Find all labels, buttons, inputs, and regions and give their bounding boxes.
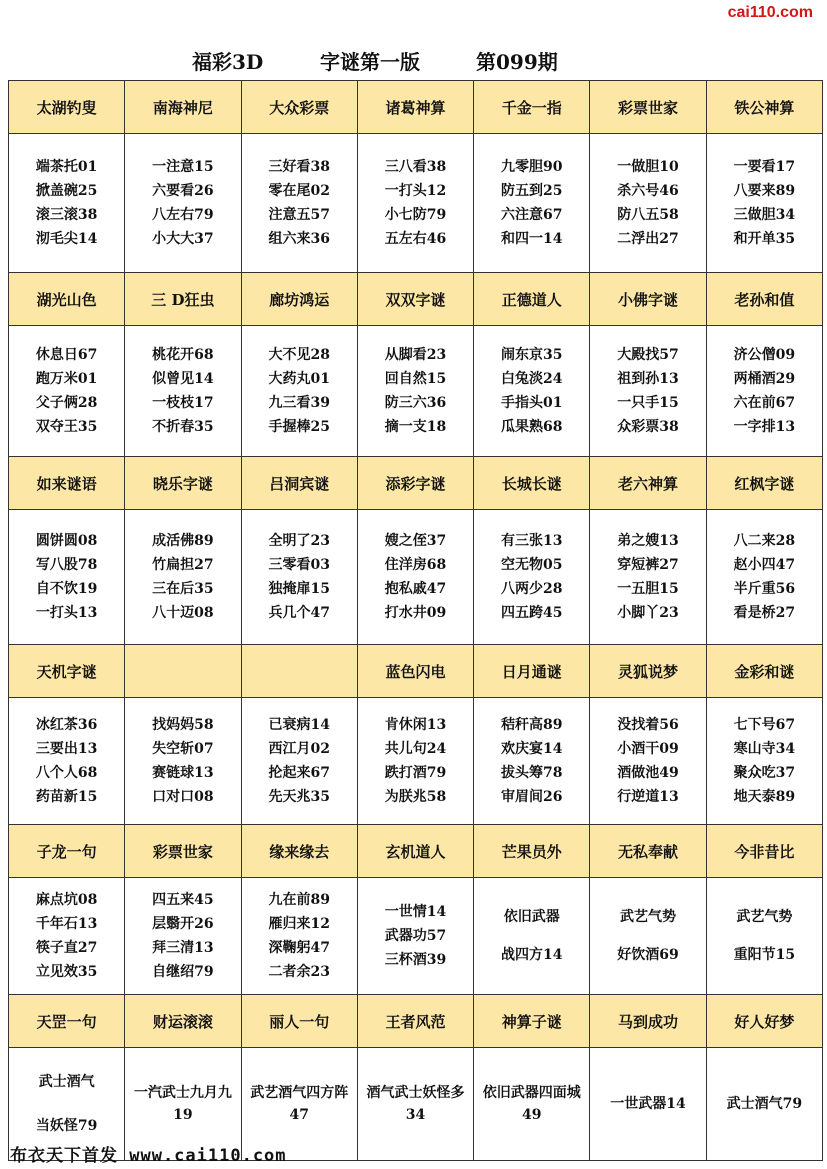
- riddle-cell: [357, 1048, 473, 1161]
- column-author: 千金一指: [474, 81, 590, 134]
- column-author: 天机字谜: [9, 645, 125, 698]
- column-author: 神算子谜: [474, 995, 590, 1048]
- riddle-line: 武士酒气: [38, 1074, 95, 1090]
- riddle-line: 已衰病14: [268, 717, 330, 733]
- riddle-line: 三零看03: [268, 557, 330, 573]
- riddle-line: 麻点坑08: [35, 892, 98, 908]
- header-row: [9, 645, 823, 698]
- riddle-cell: [9, 878, 125, 995]
- riddle-cell: [9, 326, 125, 457]
- riddle-line: 八两少28: [501, 581, 563, 597]
- column-author: 财运滚滚: [125, 995, 241, 1048]
- riddle-line: 找妈妈58: [152, 717, 214, 733]
- riddle-line: 肯休闲13: [384, 717, 447, 733]
- header-row: [9, 273, 823, 326]
- riddle-line: 六注意67: [501, 207, 563, 223]
- column-author: 马到成功: [590, 995, 706, 1048]
- riddle-line: 赵小四47: [733, 557, 796, 573]
- riddle-line: 和四一14: [501, 231, 563, 247]
- riddle-line: 沏毛尖14: [35, 231, 98, 247]
- riddle-line: 白兔淡24: [501, 371, 563, 387]
- riddle-row: [9, 326, 823, 457]
- riddle-cell: [706, 698, 822, 825]
- riddle-line: 一要看17: [733, 159, 796, 175]
- spacer: [9, 1094, 124, 1114]
- riddle-cell: [590, 134, 706, 273]
- riddle-line: 掀盖碗25: [35, 183, 98, 199]
- title-edition: 字谜第一版: [320, 50, 420, 74]
- spacer: [707, 929, 822, 943]
- riddle-cell: [9, 510, 125, 645]
- riddle-line: 六要看26: [152, 183, 214, 199]
- riddle-row: [9, 878, 823, 995]
- riddle-line: 滚三滚38: [35, 207, 98, 223]
- riddle-line: 济公僧09: [733, 347, 796, 363]
- riddle-line: 三八看38: [384, 159, 447, 175]
- riddle-line: 防三六36: [384, 395, 447, 411]
- riddle-line: 休息日67: [35, 347, 98, 363]
- riddle-line: 地天泰89: [733, 789, 796, 805]
- header-row: [9, 825, 823, 878]
- column-author: 子龙一句: [9, 825, 125, 878]
- riddle-cell: [590, 326, 706, 457]
- column-author: 灵狐说梦: [590, 645, 706, 698]
- column-author: 老孙和值: [706, 273, 822, 326]
- riddle-line: 众彩票38: [617, 419, 679, 435]
- riddle-line: 端茶托01: [35, 159, 98, 175]
- riddle-line: 半斤重56: [733, 581, 796, 597]
- riddle-line: 一枝枝17: [152, 395, 214, 411]
- riddle-line: 八二来28: [733, 533, 796, 549]
- spacer: [590, 929, 705, 943]
- column-author: 长城长谜: [474, 457, 590, 510]
- site-logo: cai110.com: [727, 4, 813, 21]
- column-author: [125, 645, 241, 698]
- page-title: [0, 46, 827, 76]
- riddle-line: 闹东京35: [501, 347, 563, 363]
- riddle-line: 全明了23: [268, 533, 330, 549]
- riddle-line: 武艺气势: [620, 909, 677, 925]
- riddle-line: 依旧武器四面城49: [482, 1085, 581, 1123]
- riddle-cell: [357, 326, 473, 457]
- riddle-line: 八个人68: [35, 765, 98, 781]
- riddle-line: 自继绍79: [152, 964, 214, 980]
- riddle-line: 九零胆90: [501, 159, 563, 175]
- riddle-cell: [474, 698, 590, 825]
- riddle-line: 似曾见14: [152, 371, 214, 387]
- riddle-cell: [357, 134, 473, 273]
- column-author: 小佛字谜: [590, 273, 706, 326]
- riddle-cell: [706, 326, 822, 457]
- column-author: 玄机道人: [357, 825, 473, 878]
- riddle-line: 审眉间26: [501, 789, 563, 805]
- riddle-line: 大药丸01: [268, 371, 330, 387]
- riddle-row: [9, 698, 823, 825]
- riddle-cell: [590, 510, 706, 645]
- header-row: [9, 995, 823, 1048]
- riddle-cell: [125, 326, 241, 457]
- riddle-cell: [590, 1048, 706, 1161]
- riddle-line: 二者余23: [268, 964, 330, 980]
- riddle-line: 筷子直27: [35, 940, 98, 956]
- column-author: 日月通谜: [474, 645, 590, 698]
- riddle-line: 八左右79: [152, 207, 214, 223]
- riddle-cell: [241, 510, 357, 645]
- column-author: 丽人一句: [241, 995, 357, 1048]
- riddle-row: [9, 134, 823, 273]
- riddle-line: 拜三清13: [152, 940, 214, 956]
- column-author: 南海神尼: [125, 81, 241, 134]
- column-author: 晓乐字谜: [125, 457, 241, 510]
- riddle-line: 住洋房68: [384, 557, 447, 573]
- column-author: 正德道人: [474, 273, 590, 326]
- riddle-line: 一世情14: [384, 904, 447, 920]
- riddle-line: 先天兆35: [268, 789, 330, 805]
- column-author: 诸葛神算: [357, 81, 473, 134]
- riddle-line: 圆饼圆08: [35, 533, 98, 549]
- riddle-line: 好饮酒69: [617, 947, 679, 963]
- riddle-cell: [125, 698, 241, 825]
- riddle-line: 打水井09: [384, 605, 447, 621]
- riddle-line: 一汽武士九月九19: [133, 1085, 232, 1123]
- riddle-line: 穿短裤27: [617, 557, 679, 573]
- column-author: 彩票世家: [590, 81, 706, 134]
- column-author: 缘来缘去: [241, 825, 357, 878]
- riddle-cell: [241, 698, 357, 825]
- column-author: 今非昔比: [706, 825, 822, 878]
- column-author: 金彩和谜: [706, 645, 822, 698]
- riddle-line: 武艺酒气四方阵47: [250, 1085, 349, 1123]
- column-author: 如来谜语: [9, 457, 125, 510]
- riddle-line: 三杯酒39: [384, 952, 447, 968]
- riddle-cell: [125, 510, 241, 645]
- riddle-cell: [125, 134, 241, 273]
- riddle-line: 冰红茶36: [35, 717, 98, 733]
- riddle-line: 五左右46: [384, 231, 447, 247]
- riddle-line: 八十迈08: [152, 605, 214, 621]
- column-author: 大众彩票: [241, 81, 357, 134]
- riddle-line: 大殿找57: [617, 347, 679, 363]
- title-issue: 第099期: [476, 50, 558, 74]
- riddle-row: [9, 510, 823, 645]
- riddle-line: 一只手15: [617, 395, 679, 411]
- riddle-line: 小大大37: [152, 231, 214, 247]
- riddle-line: 杀六号46: [617, 183, 679, 199]
- riddle-line: 深鞠躬47: [268, 940, 330, 956]
- riddle-line: 防八五58: [617, 207, 679, 223]
- riddle-line: 酒做池49: [617, 765, 679, 781]
- riddle-line: 武器功57: [384, 928, 447, 944]
- riddle-line: 组六来36: [268, 231, 330, 247]
- riddle-line: 手指头01: [501, 395, 563, 411]
- riddle-table: [8, 80, 823, 1161]
- column-author: 双双字谜: [357, 273, 473, 326]
- column-author: 彩票世家: [125, 825, 241, 878]
- riddle-line: 一打头13: [35, 605, 98, 621]
- riddle-line: 手握棒25: [268, 419, 330, 435]
- column-author: 三 D狂虫: [125, 273, 241, 326]
- riddle-line: 抡起来67: [268, 765, 330, 781]
- riddle-cell: [474, 326, 590, 457]
- riddle-line: 看是桥27: [733, 605, 796, 621]
- riddle-cell: [241, 326, 357, 457]
- riddle-line: 二浮出27: [617, 231, 679, 247]
- riddle-line: 雁归来12: [268, 916, 330, 932]
- riddle-line: 一世武器14: [610, 1096, 686, 1112]
- riddle-line: 千年石13: [35, 916, 98, 932]
- column-author: 湖光山色: [9, 273, 125, 326]
- riddle-cell: [241, 878, 357, 995]
- riddle-line: 失空斩07: [152, 741, 214, 757]
- riddle-cell: [474, 510, 590, 645]
- riddle-line: 武艺气势: [736, 909, 793, 925]
- riddle-line: 九三看39: [268, 395, 330, 411]
- riddle-line: 跌打酒79: [384, 765, 447, 781]
- riddle-cell: [706, 510, 822, 645]
- riddle-line: 祖到孙13: [617, 371, 679, 387]
- riddle-line: 一注意15: [152, 159, 214, 175]
- riddle-cell: [357, 510, 473, 645]
- riddle-line: 四五跨45: [501, 605, 563, 621]
- riddle-line: 秸秆高89: [501, 717, 563, 733]
- riddle-line: 七下号67: [733, 717, 796, 733]
- riddle-line: 双夺王35: [35, 419, 98, 435]
- riddle-line: 赛链球13: [152, 765, 214, 781]
- riddle-line: 西江月02: [268, 741, 330, 757]
- riddle-line: 独掩扉15: [268, 581, 330, 597]
- column-author: 太湖钓叟: [9, 81, 125, 134]
- riddle-cell: [474, 134, 590, 273]
- riddle-line: 不折春35: [152, 419, 214, 435]
- riddle-line: 小七防79: [384, 207, 447, 223]
- riddle-line: 回自然15: [384, 371, 447, 387]
- riddle-line: 武士酒气79: [726, 1096, 803, 1112]
- riddle-line: 当妖怪79: [35, 1118, 98, 1134]
- riddle-line: 成活佛89: [152, 533, 214, 549]
- riddle-line: 写八股78: [35, 557, 98, 573]
- riddle-line: 酒气武士妖怪多34: [366, 1085, 465, 1123]
- riddle-cell: [706, 134, 822, 273]
- riddle-line: 防五到25: [501, 183, 563, 199]
- column-author: 铁公神算: [706, 81, 822, 134]
- riddle-line: 重阳节15: [733, 947, 796, 963]
- riddle-line: 六在前67: [733, 395, 796, 411]
- riddle-line: 三好看38: [268, 159, 330, 175]
- riddle-line: 九在前89: [268, 892, 330, 908]
- riddle-line: 欢庆宴14: [501, 741, 563, 757]
- riddle-cell: [590, 698, 706, 825]
- riddle-line: 摘一支18: [384, 419, 447, 435]
- riddle-line: 一五胆15: [617, 581, 679, 597]
- riddle-line: 桃花开68: [152, 347, 214, 363]
- riddle-line: 一打头12: [384, 183, 447, 199]
- column-author: 王者风范: [357, 995, 473, 1048]
- riddle-line: 父子俩28: [35, 395, 98, 411]
- column-author: 好人好梦: [706, 995, 822, 1048]
- riddle-line: 行逆道13: [617, 789, 679, 805]
- column-author: 红枫字谜: [706, 457, 822, 510]
- riddle-line: 空无物05: [501, 557, 563, 573]
- riddle-cell: [357, 698, 473, 825]
- riddle-line: 小酒干09: [617, 741, 679, 757]
- riddle-line: 小脚丫23: [617, 605, 679, 621]
- riddle-cell: [706, 878, 822, 995]
- riddle-line: 一做胆10: [617, 159, 679, 175]
- riddle-line: 聚众吃37: [733, 765, 796, 781]
- riddle-cell: [590, 878, 706, 995]
- header-row: [9, 457, 823, 510]
- header-row: [9, 81, 823, 134]
- riddle-cell: [241, 134, 357, 273]
- column-author: 吕洞宾谜: [241, 457, 357, 510]
- riddle-line: 没找着56: [617, 717, 679, 733]
- riddle-line: 自不饮19: [35, 581, 98, 597]
- column-author: 芒果员外: [474, 825, 590, 878]
- riddle-line: 口对口08: [152, 789, 214, 805]
- riddle-line: 弟之嫂13: [617, 533, 679, 549]
- riddle-line: 药苗新15: [35, 789, 98, 805]
- column-author: 无私奉献: [590, 825, 706, 878]
- column-author: 廊坊鸿运: [241, 273, 357, 326]
- riddle-line: 两桶酒29: [733, 371, 796, 387]
- riddle-cell: [9, 134, 125, 273]
- riddle-cell: [706, 1048, 822, 1161]
- riddle-line: 抱私戚47: [384, 581, 447, 597]
- riddle-line: 八要来89: [733, 183, 796, 199]
- riddle-line: 寒山寺34: [733, 741, 796, 757]
- title-lottery: 福彩3D: [192, 50, 264, 74]
- riddle-line: 瓜果熟68: [501, 419, 563, 435]
- riddle-line: 四五来45: [152, 892, 214, 908]
- spacer: [474, 929, 589, 943]
- riddle-line: 拔头筹78: [501, 765, 563, 781]
- riddle-line: 三在后35: [152, 581, 214, 597]
- riddle-line: 层翳开26: [152, 916, 214, 932]
- riddle-line: 依旧武器: [503, 909, 560, 925]
- riddle-cell: [474, 1048, 590, 1161]
- riddle-line: 共儿句24: [384, 741, 447, 757]
- riddle-line: 零在尾02: [268, 183, 330, 199]
- column-author: 蓝色闪电: [357, 645, 473, 698]
- footer-watermark: 布衣天下首发 www.cai110.com: [10, 1146, 287, 1166]
- riddle-cell: [9, 698, 125, 825]
- column-author: 添彩字谜: [357, 457, 473, 510]
- riddle-line: 立见效35: [35, 964, 98, 980]
- riddle-line: 和开单35: [733, 231, 796, 247]
- riddle-line: 为朕兆58: [384, 789, 447, 805]
- column-author: [241, 645, 357, 698]
- riddle-line: 注意五57: [268, 207, 330, 223]
- riddle-line: 战四方14: [501, 947, 563, 963]
- riddle-cell: [125, 878, 241, 995]
- column-author: 天罡一句: [9, 995, 125, 1048]
- riddle-line: 竹扁担27: [152, 557, 214, 573]
- column-author: 老六神算: [590, 457, 706, 510]
- riddle-cell: [357, 878, 473, 995]
- riddle-line: 三要出13: [35, 741, 98, 757]
- riddle-line: 三做胆34: [733, 207, 796, 223]
- riddle-line: 一字排13: [733, 419, 796, 435]
- riddle-line: 大不见28: [268, 347, 330, 363]
- riddle-line: 跑万米01: [35, 371, 98, 387]
- riddle-line: 从脚看23: [384, 347, 447, 363]
- riddle-line: 有三张13: [501, 533, 563, 549]
- riddle-cell: [474, 878, 590, 995]
- riddle-line: 兵几个47: [268, 605, 330, 621]
- riddle-line: 嫂之侄37: [384, 533, 447, 549]
